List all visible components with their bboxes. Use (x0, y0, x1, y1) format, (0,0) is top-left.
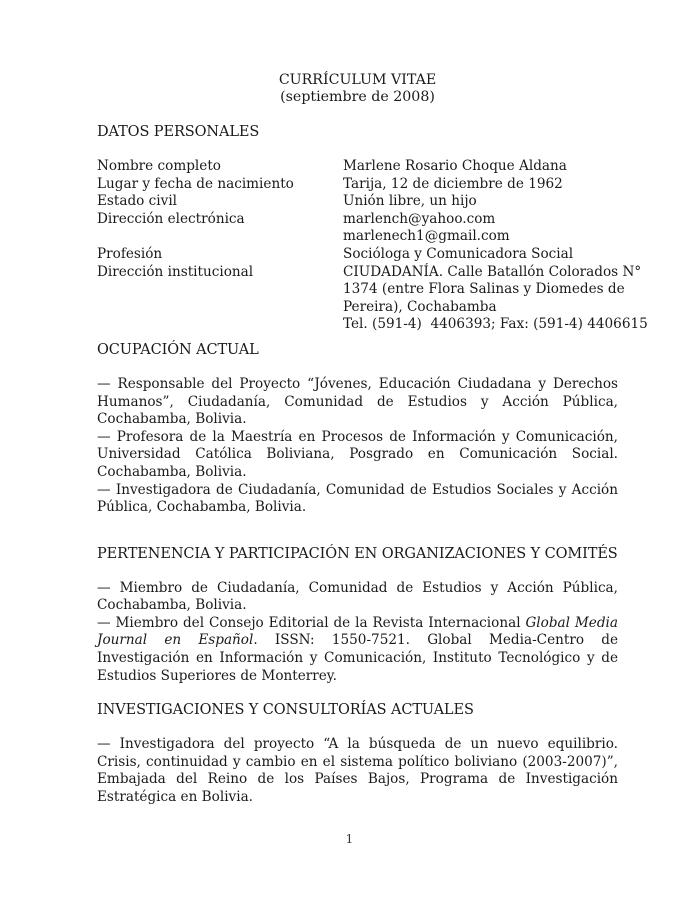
section-heading-datos-personales: DATOS PERSONALES (97, 124, 260, 140)
email-link[interactable]: marlenech1@gmail.com (343, 228, 510, 245)
ocupacion-list (97, 376, 618, 517)
item-text: . ISSN: 1550-7521. Global Media-Centro de Investigación en Información y Comunicación, Instituto Tecnológico y de Estudios Superiores de Monterrey. (97, 632, 618, 684)
list-item (97, 615, 618, 685)
field-value-group (343, 264, 648, 334)
field-label: Nombre completo (97, 158, 221, 174)
phone-fax: Tel. (591-4) 4406393; Fax: (591-4) 4406615 (343, 316, 648, 333)
field-label: Profesión (97, 245, 163, 262)
section-heading-pertenencia: PERTENENCIA Y PARTICIPACIÓN EN ORGANIZACIONES Y COMITÉS (97, 545, 618, 562)
field-value: Tarija, 12 de diciembre de 1962 (343, 175, 563, 192)
list-item: — Responsable del Proyecto “Jóvenes, Educación Ciudadana y Derechos Humanos”, Ciudadanía, Comunidad de Estudios y Acción Pública, Cochabamba, Bolivia. (97, 375, 618, 428)
field-value: Socióloga y Comunicadora Social (343, 245, 574, 262)
field-value: Marlene Rosario Choque Aldana (343, 158, 567, 174)
journal-title: Global Media Journal en Español (97, 614, 618, 649)
page-number: 1 (345, 832, 354, 846)
section-heading-investigaciones: INVESTIGACIONES Y CONSULTORÍAS ACTUALES (97, 702, 474, 719)
item-text: — Miembro del Consejo Editorial de la Revista Internacional (97, 614, 526, 631)
field-value: Unión libre, un hijo (343, 193, 477, 210)
list-item: — Miembro de Ciudadanía, Comunidad de Estudios y Acción Pública, Cochabamba, Bolivia. (97, 579, 618, 614)
field-value-group (343, 211, 618, 246)
field-label: Lugar y fecha de nacimiento (97, 175, 294, 192)
personal-data-row (97, 193, 618, 211)
section-heading-ocupacion: OCUPACIÓN ACTUAL (97, 341, 259, 358)
pertenencia-list (97, 580, 618, 686)
field-label: Estado civil (97, 193, 178, 210)
document-subtitle: (septiembre de 2008) (280, 89, 435, 105)
email-link[interactable]: marlench@yahoo.com (343, 210, 496, 227)
document-page (97, 72, 648, 807)
personal-data-table (97, 158, 648, 334)
investigaciones-list (97, 736, 618, 806)
personal-data-row (97, 176, 618, 194)
document-title: CURRÍCULUM VITAE (278, 72, 437, 88)
field-label: Dirección electrónica (97, 210, 245, 227)
personal-data-row (97, 263, 648, 334)
personal-data-row (97, 158, 618, 176)
field-label: Dirección institucional (97, 263, 254, 280)
list-item: — Investigadora de Ciudadanía, Comunidad de Estudios Sociales y Acción Pública, Cochabamba, Bolivia. (97, 481, 618, 516)
personal-data-row (97, 211, 618, 246)
list-item: — Investigadora del proyecto “A la búsqueda de un nuevo equilibrio. Crisis, continuidad y cambio en el sistema político boliviano (2003-2007)”, Embajada del Reino de los Países Bajos, Programa de Investigación Estratégica en Bolivia. (97, 736, 618, 806)
personal-data-row (97, 246, 618, 264)
institutional-address: CIUDADANÍA. Calle Batallón Colorados N° 1374 (entre Flora Salinas y Diomedes de Pereira), Cochabamba (343, 263, 642, 315)
list-item: — Profesora de la Maestría en Procesos de Información y Comunicación, Universidad Católica Boliviana, Posgrado en Comunicación Social. Cochabamba, Bolivia. (97, 428, 618, 480)
